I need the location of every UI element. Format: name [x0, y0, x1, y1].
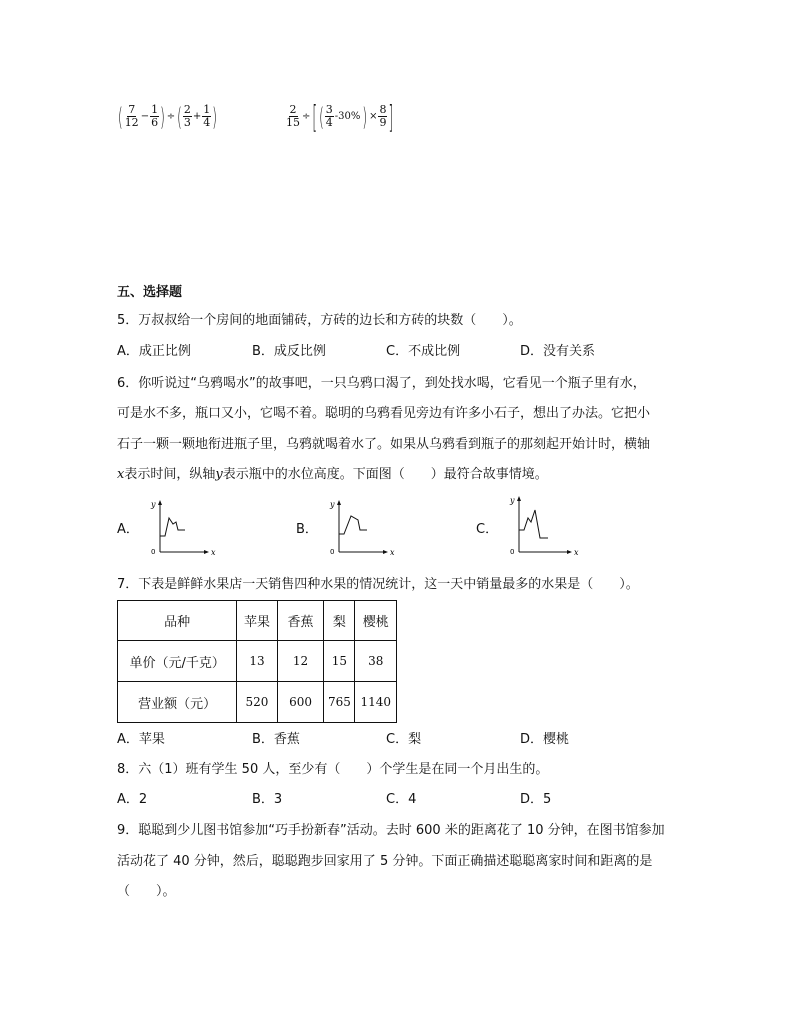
q8-option-b: B．3: [252, 792, 283, 807]
q5-stem: 5．万叔叔给一个房间的地面铺砖，方砖的边长和方砖的块数（ ）。: [117, 313, 522, 328]
q6-line-3: 石子一颗一颗地衔进瓶子里，乌鸦就喝着水了。如果从乌鸦看到瓶子的那刻起开始计时，横轴: [117, 437, 651, 452]
graph-c: [504, 492, 584, 560]
table-header-cell: 苹果: [237, 601, 277, 641]
table-header-cell: 樱桃: [355, 601, 397, 641]
table-row: [118, 682, 397, 723]
q7-option-c: C．梨: [386, 732, 422, 747]
graph-c-y-arrow: [517, 496, 521, 501]
fruit-sales-table: [117, 600, 397, 723]
table-header-cell: 梨: [324, 601, 355, 641]
q6-line-2: 可是水不多，瓶口又小，它喝不着。聪明的乌鸦看见旁边有许多小石子，想出了办法。它把小: [117, 406, 651, 421]
graph-b-label: B．: [296, 522, 318, 537]
q7-option-b: B．香蕉: [252, 732, 300, 747]
q9-line-2: 活动花了 40 分钟，然后，聪聪跑步回家用了 5 分钟。下面正确描述聪聪离家时间和距离的是: [117, 854, 653, 869]
q7-option-a: A．苹果: [117, 732, 165, 747]
graph-b-x-label: x: [390, 548, 395, 557]
expression-1: ( $\frac{7}{12}$ − $\frac{1}{6}$ ) ÷ ( $\frac{2}{3}$ + $\frac{1}{4}$ ): [118, 101, 217, 132]
table-header-cell: 品种: [118, 601, 237, 641]
graph-a-x-arrow: [204, 550, 209, 554]
graph-a: [145, 496, 225, 560]
graph-b: [324, 496, 404, 560]
table-cell: 单价（元/千克）: [118, 641, 237, 682]
table-cell: 12: [277, 641, 324, 682]
q5-option-d: D．没有关系: [520, 344, 596, 359]
q6-line-1: 6．你听说过“乌鸦喝水”的故事吧，一只乌鸦口渴了，到处找水喝，它看见一个瓶子里有水，: [117, 376, 646, 391]
graph-c-x-arrow: [567, 550, 572, 554]
q5-option-a: A．成正比例: [117, 344, 191, 359]
table-cell: 1140: [355, 682, 397, 723]
q7-option-d: D．樱桃: [520, 732, 570, 747]
graph-a-label: A．: [117, 522, 139, 537]
table-row: [118, 601, 397, 641]
graph-b-x-arrow: [383, 550, 388, 554]
table-cell: 营业额（元）: [118, 682, 237, 723]
table-cell: 38: [355, 641, 397, 682]
q5-option-b: B．成反比例: [252, 344, 326, 359]
q9-line-1: 9．聪聪到少儿图书馆参加“巧手扮新春”活动。去时 600 米的距离花了 10 分钟，在图书馆参加: [117, 823, 665, 838]
graph-a-x-label: x: [211, 548, 216, 557]
table-cell: 520: [237, 682, 277, 723]
q8-option-a: A．2: [117, 792, 148, 807]
graph-c-curve: [519, 510, 548, 538]
table-cell: 15: [324, 641, 355, 682]
graph-c-y-label: y: [510, 496, 515, 505]
graph-c-origin: 0: [510, 548, 515, 556]
graph-a-y-arrow: [158, 500, 162, 505]
q5-option-c: C．不成比例: [386, 344, 461, 359]
graph-b-origin: 0: [330, 548, 335, 556]
graph-c-x-label: x: [574, 548, 579, 557]
axis-y-symbol: y: [215, 467, 223, 482]
q7-stem: 7．下表是鲜鲜水果店一天销售四种水果的情况统计，这一天中销量最多的水果是（ ）。: [117, 577, 639, 592]
q9-line-3: （ ）。: [117, 884, 176, 899]
axis-x-symbol: x: [117, 467, 125, 482]
q8-option-d: D．5: [520, 792, 552, 807]
table-cell: 600: [277, 682, 324, 723]
section-title: 五、选择题: [117, 285, 183, 300]
graph-c-label: C．: [476, 522, 499, 537]
table-row: [118, 641, 397, 682]
q8-stem: 8．六（1）班有学生 50 人，至少有（ ）个学生是在同一个月出生的。: [117, 762, 549, 777]
graph-b-y-label: y: [330, 500, 335, 509]
expression-2: $\frac{2}{15}$ ÷ [ ( $\frac{3}{4}$ -30% ) × $\frac{8}{9}$ ]: [286, 98, 394, 135]
table-header-cell: 香蕉: [277, 601, 324, 641]
q6-line-4: x表示时间，纵轴y表示瓶中的水位高度。下面图（ ）最符合故事情境。: [117, 467, 548, 482]
graph-a-origin: 0: [151, 548, 156, 556]
table-cell: 765: [324, 682, 355, 723]
table-cell: 13: [237, 641, 277, 682]
graph-a-curve: [160, 518, 185, 536]
q8-option-c: C．4: [386, 792, 417, 807]
graph-b-y-arrow: [337, 500, 341, 505]
graph-b-curve: [339, 516, 367, 534]
graph-a-y-label: y: [151, 500, 156, 509]
